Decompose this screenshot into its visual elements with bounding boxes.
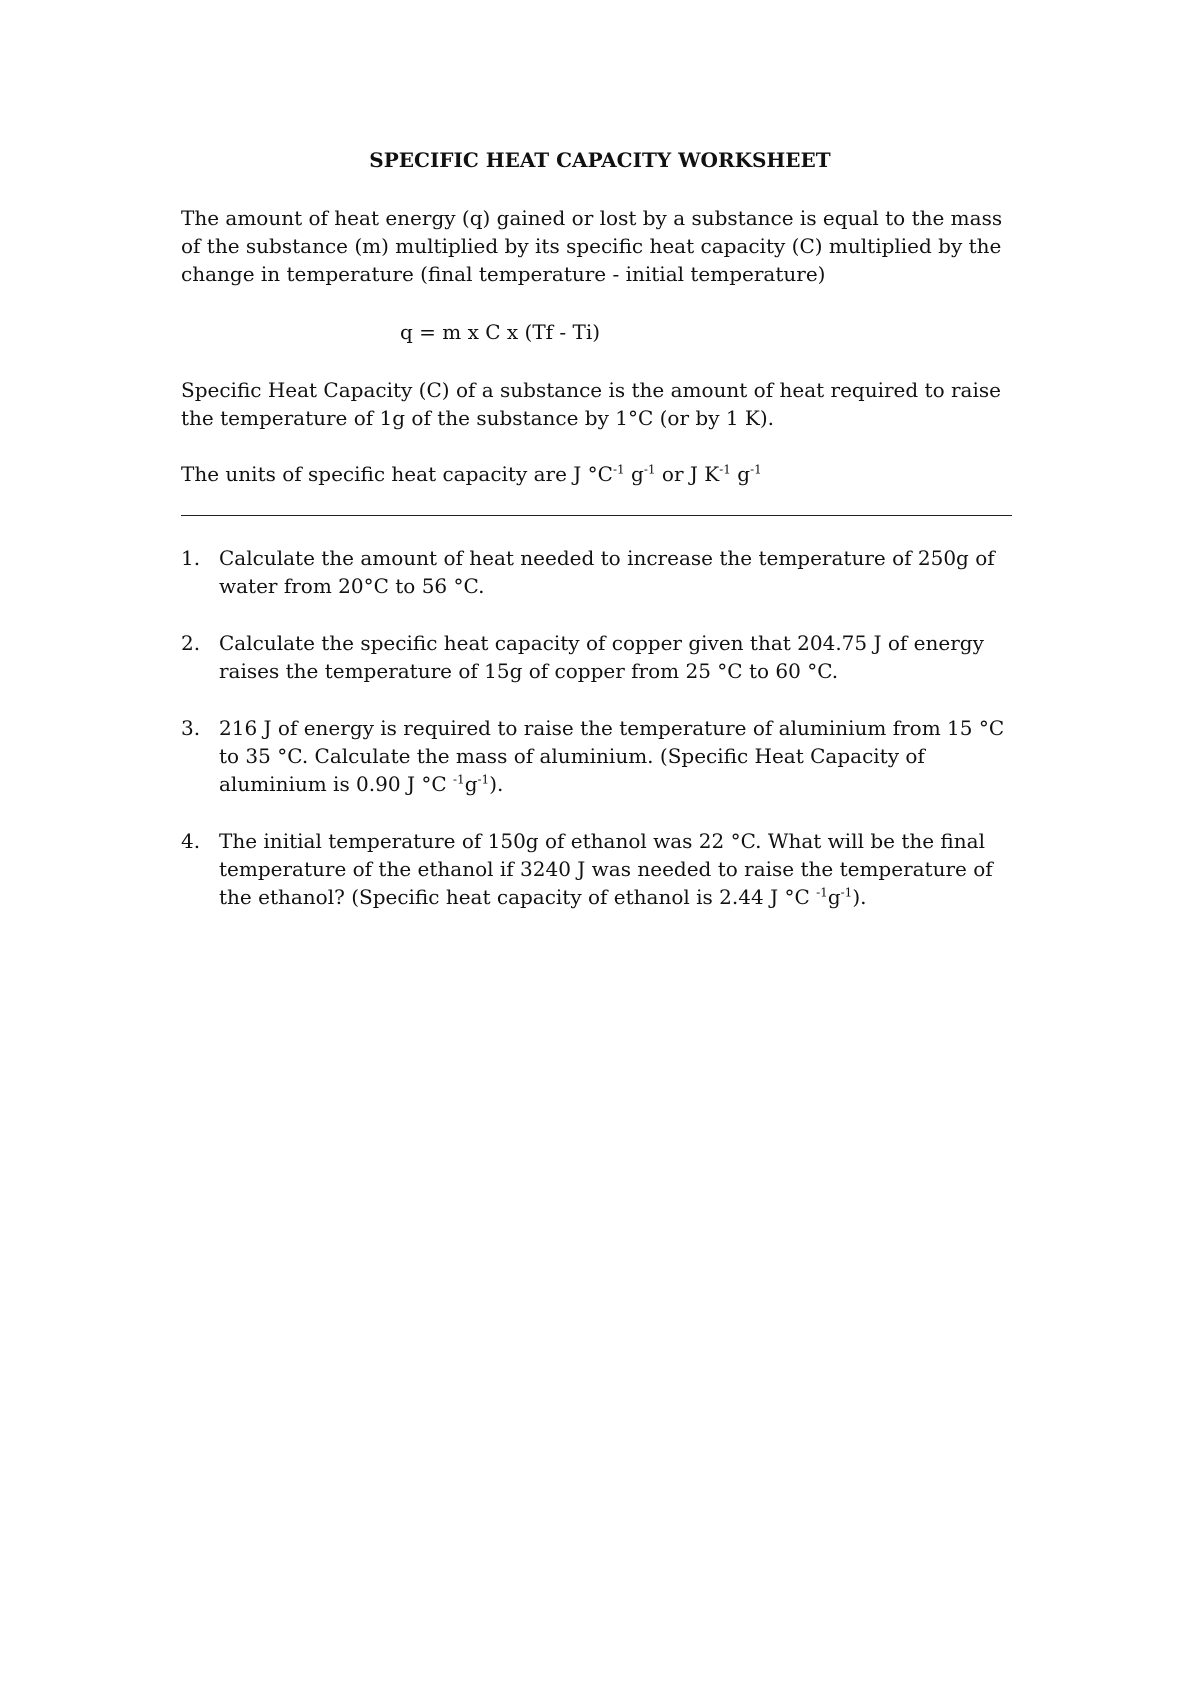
question-line: Calculate the specific heat capacity of copper given that 204.75 J of energy (219, 631, 984, 655)
question-line: The initial temperature of 150g of ethanol was 22 °C. What will be the final (219, 829, 985, 853)
horizontal-divider (181, 515, 1012, 516)
question-line: Calculate the amount of heat needed to increase the temperature of 250g of (219, 546, 995, 570)
question-item (181, 714, 1031, 798)
question-item (181, 544, 1031, 600)
definition-paragraph (181, 376, 1031, 432)
question-text: aluminium is 0.90 J °C (219, 772, 453, 796)
question-number: 1. (181, 546, 201, 570)
question-text: the ethanol? (Specific heat capacity of ethanol is 2.44 J °C (219, 885, 817, 909)
question-superscript: -1 (816, 885, 828, 900)
units-superscript: -1 (719, 462, 731, 477)
question-number: 2. (181, 631, 201, 655)
question-line: 216 J of energy is required to raise the temperature of aluminium from 15 °C (219, 716, 1005, 740)
definition-line: Specific Heat Capacity (C) of a substance is the amount of heat required to raise (181, 378, 1001, 402)
units-text: g (730, 462, 751, 486)
question-line: raises the temperature of 15g of copper from 25 °C to 60 °C. (219, 659, 839, 683)
question-text: g (827, 885, 841, 909)
units-line (181, 460, 1031, 488)
units-superscript: -1 (643, 462, 656, 477)
question-text: g (464, 772, 478, 796)
question-line: to 35 °C. Calculate the mass of aluminium. (Specific Heat Capacity of (219, 744, 925, 768)
question-superscript: -1 (477, 772, 490, 787)
intro-line: of the substance (m) multiplied by its specific heat capacity (C) multiplied by the (181, 234, 1002, 258)
intro-line: change in temperature (final temperature - initial temperature) (181, 262, 826, 286)
question-number: 4. (181, 829, 201, 853)
question-superscript: -1 (452, 772, 465, 787)
units-text: g (624, 462, 644, 486)
units-text: The units of specific heat capacity are J °C (181, 462, 613, 486)
page-title: SPECIFIC HEAT CAPACITY WORKSHEET (369, 148, 831, 172)
question-line: temperature of the ethanol if 3240 J was needed to raise the temperature of (219, 857, 993, 881)
definition-line: the temperature of 1g of the substance by 1°C (or by 1 K). (181, 406, 775, 430)
question-text: ). (852, 885, 867, 909)
heat-formula: q = m x C x (Tf - Ti) (400, 320, 601, 344)
question-line: water from 20°C to 56 °C. (219, 574, 485, 598)
units-superscript: -1 (750, 462, 762, 477)
units-superscript: -1 (612, 462, 625, 477)
question-number: 3. (181, 716, 201, 740)
question-superscript: -1 (840, 885, 853, 900)
intro-paragraph (181, 204, 1031, 288)
question-list (181, 544, 1031, 940)
question-item (181, 827, 1031, 911)
units-text: or J K (655, 462, 720, 486)
intro-line: The amount of heat energy (q) gained or lost by a substance is equal to the mass (181, 206, 1003, 230)
question-item (181, 629, 1031, 685)
question-text: ). (489, 772, 504, 796)
question-line (219, 770, 1031, 798)
question-line (219, 883, 1031, 911)
